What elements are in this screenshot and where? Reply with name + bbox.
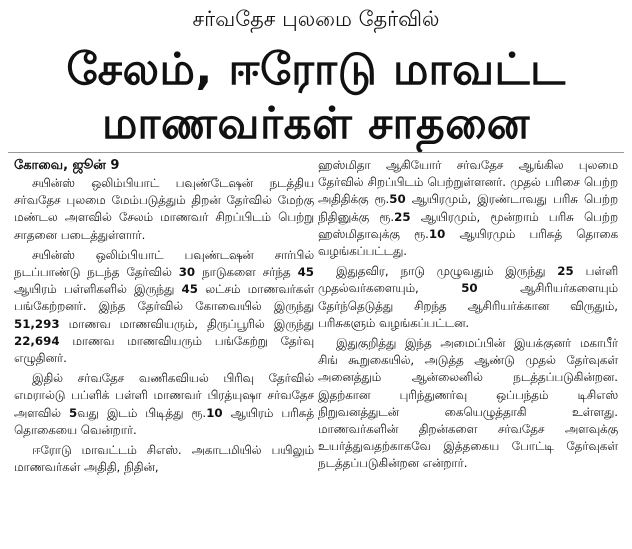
headline-line-2: மாணவர்கள் சாதனை [102,98,530,149]
article-kicker: சர்வதேச புலமை தேர்வில் [192,7,440,31]
article-paragraph [318,335,618,473]
paragraph-text: ஆசிரியர்களையும் தேர்ந்தெடுத்து சிறந்த ஆசிரியர்க்கான விருதும், பரிசுகளும் வழங்கப்பட்டன. [318,281,618,330]
paragraph-text: சயின்ஸ் ஒலிம்பியாட் பவுண்டேஷன் நடத்திய சர்வதேச புலமை மேம்படுத்தும் திறன் தேர்வில் மேற்கு மண்டல அளவில் சேலம் மாணவர் சிறப்பிடம் பெற்று சாதனை படைத்துள்ளார். [14,176,314,242]
paragraph-figure: 25 [394,209,411,224]
paragraph-figure: 50 [389,192,406,207]
article-paragraph [14,247,314,367]
paragraph-figure: 45 [181,282,198,297]
paragraph-text: ஹஸ்மிதா ஆகியோர் சர்வதேச ஆங்கில புலமை தேர்வில் சிறப்பிடம் பெற்றுள்ளனர். முதல் பரிசை பெற்ற அதிதிக்கு ரூ. [318,158,618,207]
paragraph-figure: 45 [297,265,314,280]
paragraph-text: இதுதவிர, நாடு முழுவதும் இருந்து [336,264,558,279]
paragraph-figure: 5 [69,405,78,420]
paragraph-figure: 10 [428,226,446,241]
paragraph-figure: 25 [557,264,574,279]
article-column-right [318,157,618,547]
paragraph-figure: 50 [461,281,478,296]
paragraph-text: ஆயிரமும், இரண்டாவது பரிசு பெற்ற நிதினுக்கு ரூ. [318,192,618,224]
paragraph-text: ஈரோடு மாவட்டம் சிஎஸ். அகாடமியில் பயிலும் மாணவர்கள் அதிதி, நிதின், [14,443,314,475]
paragraph-text: மாணவ மாணவியரும் பங்கேற்று தேர்வு எழுதினர். [14,333,314,366]
headline-divider [8,152,624,153]
headline-line-1: சேலம், ஈரோடு மாவட்ட [66,44,566,95]
paragraph-figure: 10 [206,405,223,420]
paragraph-figure: 30 [178,265,196,280]
paragraph-text: இதுகுறித்து இந்த அமைப்பின் இயக்குனர் மகாபீர் சிங் கூறுகையில், அடுத்த ஆண்டு முதல் தேர்வுகள் அனைத்தும் ஆன்லைனில் நடத்தப்படுகின்றன. இதற்கான புரிந்துணர்வு ஒப்பந்தம் டிசிஎஸ் நிறுவனத்துடன் கையெழுத்தாகி உள்ளது. மாணவர்களின் திறன்களை சர்வதேச அளவுக்கு உயர்த்துவதற்காகவே இத்தகைய போட்டி தேர்வுகள் நடத்தப்படுகின்றன என்றார். [318,336,618,471]
paragraph-text: நாடுகளை சர்ந்த [195,265,298,280]
paragraph-text: மாணவ மாணவியரும், திருப்பூரில் இருந்து [59,316,314,331]
paragraph-text: சயின்ஸ் ஒலிம்பியாட் பவுண்டஷன் சார்பில் நடப்பாண்டு நடந்த தேர்வில் [14,247,314,280]
paragraph-text: வது இடம் பிடித்து ரூ. [77,405,207,420]
article-paragraph [14,175,314,244]
paragraph-text: லட்சம் மாணவர்கள் பங்கேற்றனர். இந்த தேர்வில் கோவையில் இருந்து [14,282,314,314]
paragraph-figure: 22,694 [14,333,60,348]
article-column-left [14,157,314,547]
dateline: கோவை, ஜூன் 9 [14,158,120,173]
article-paragraph [14,442,314,476]
paragraph-text: பள்ளி முதல்வர்களையும், [318,264,618,296]
paragraph-text: ஆயிரமும், மூன்றாம் பரிசு பெற்ற ஹஸ்மிதாவுக்கு ரூ. [318,209,618,241]
article-paragraph [14,370,314,439]
paragraph-text: ஆயிரமும் பரிசுத் தொகை வழங்கப்பட்டது. [318,226,618,259]
paragraph-text: ஆயிரம் பள்ளிகளில் இருந்து [14,282,182,297]
article-paragraph [318,157,618,260]
paragraph-text: ஆயிரம் பரிசுத் தொகையை வென்றார். [14,405,314,437]
paragraph-text: இதில் சர்வதேச வணிகவியல் பிரிவு தேர்வில் எமரால்டு பப்ளிக் பள்ளி மாணவர் பிரத்யுஷா சர்வதேச அளவில் [14,371,314,420]
article-paragraph [318,263,618,332]
paragraph-figure: 51,293 [14,316,60,331]
